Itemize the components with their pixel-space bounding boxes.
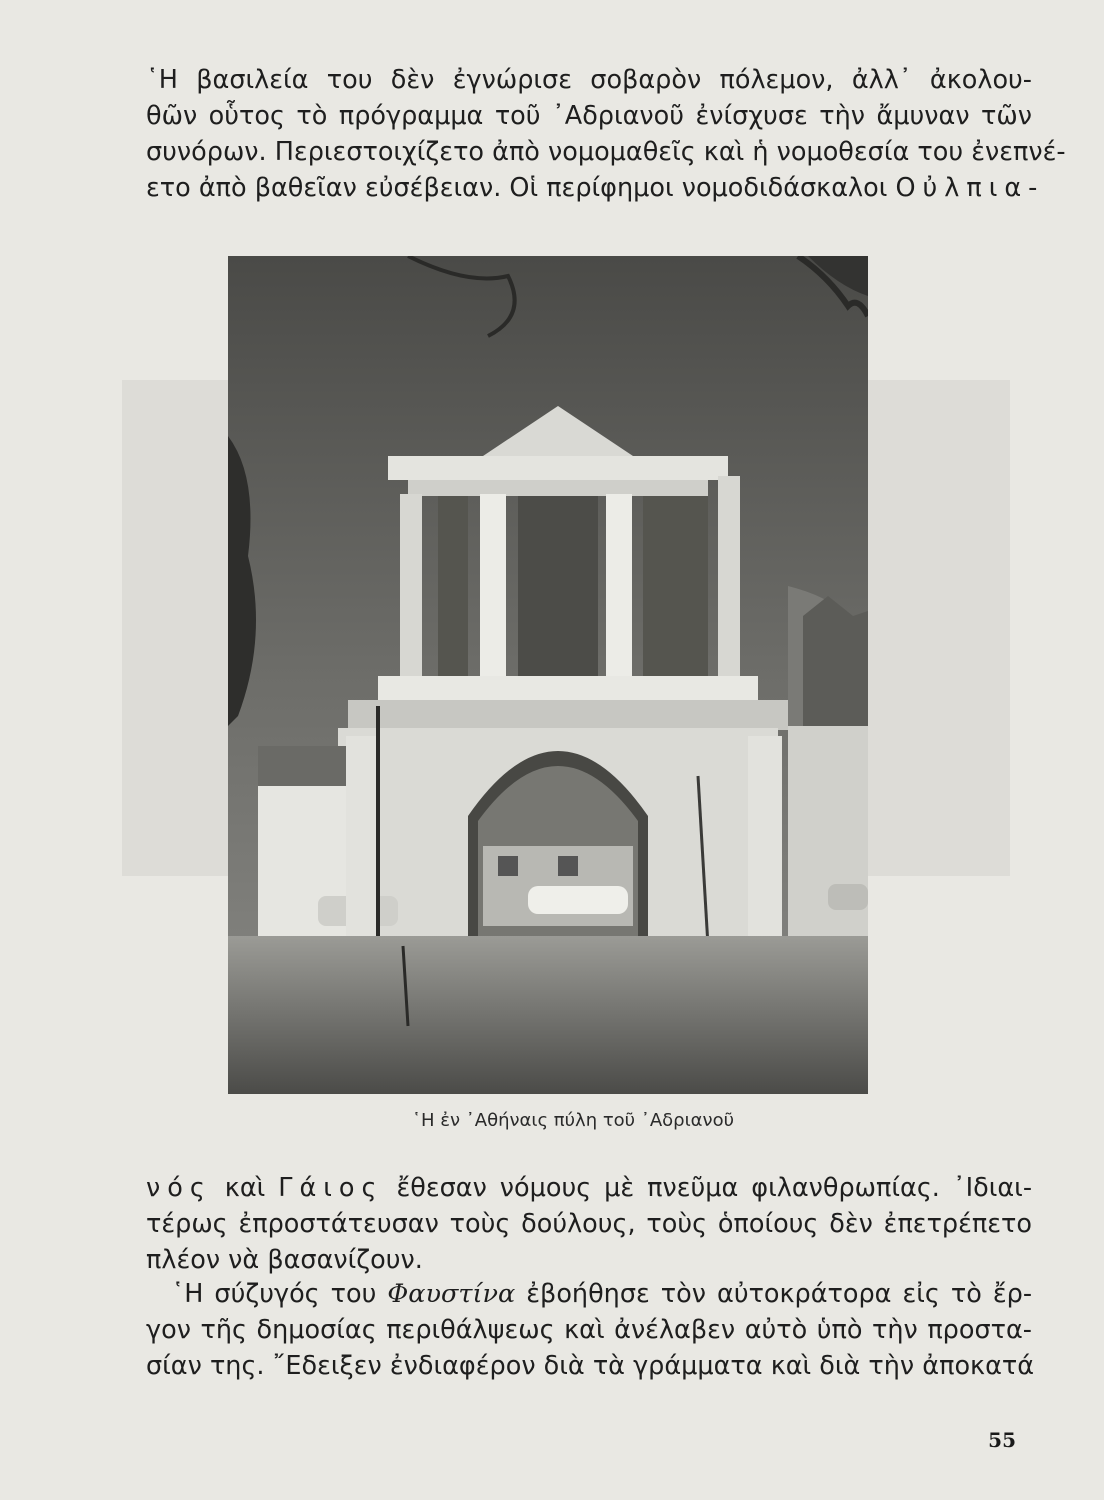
text-line [146, 1276, 1032, 1312]
text-line: τέρως ἐπροστάτευσαν τοὺς δούλους, τοὺς ὁποίους δὲν ἐπετρέπετο [146, 1209, 1032, 1239]
text-segment: ῾Η σύζυγός του [171, 1279, 377, 1309]
paragraph-3 [146, 1276, 1035, 1384]
text-line: ῾Η βασιλεία του δὲν ἐγνώρισε σοβαρὸν πόλεμον, ἀλλ᾿ ἀκολου- [146, 65, 1032, 95]
paragraph-2 [146, 1170, 1032, 1278]
text-line: θῶν οὗτος τὸ πρόγραμμα τοῦ ᾿Αδριανοῦ ἐνίσχυσε τὴν ἄμυναν τῶν [146, 101, 1032, 131]
text-segment: καὶ [224, 1173, 266, 1203]
text-segment: ετο ἀπὸ βαθεῖαν εὐσέβειαν. Οἱ περίφημοι νομοδιδάσκαλοι [146, 173, 888, 203]
page-number: 55 [988, 1428, 1016, 1452]
text-line [146, 1170, 1032, 1206]
arch-photo-illustration [228, 256, 868, 1094]
text-line: πλέον νὰ βασανίζουν. [146, 1245, 423, 1275]
spaced-name: Οὐλπια- [895, 173, 1045, 203]
photo-hadrians-arch [228, 256, 868, 1094]
paragraph-1 [146, 62, 1066, 206]
text-line: συνόρων. Περιεστοιχίζετο ἀπὸ νομομαθεῖς καὶ ἡ νομοθεσία του ἐνεπνέ- [146, 137, 1066, 167]
text-segment: ἔθεσαν νόμους μὲ πνεῦμα φιλανθρωπίας. ᾿Ιδιαι- [396, 1173, 1033, 1203]
text-line [146, 170, 1045, 206]
italic-name: Φαυστίνα [387, 1279, 516, 1309]
spaced-name: Γάιος [278, 1173, 384, 1203]
text-line: γον τῆς δημοσίας περιθάλψεως καὶ ἀνέλαβεν αὐτὸ ὑπὸ τὴν προστα- [146, 1315, 1032, 1345]
spaced-name: νός [146, 1173, 212, 1203]
text-line: σίαν της. ῎Εδειξεν ἐνδιαφέρον διὰ τὰ γράμματα καὶ διὰ τὴν ἀποκατά [146, 1351, 1035, 1381]
text-segment: ἐβοήθησε τὸν αὐτοκράτορα εἰς τὸ ἔρ- [526, 1279, 1033, 1309]
figure-caption: ῾Η ἐν ᾿Αθήναις πύλη τοῦ ᾿Αδριανοῦ [412, 1110, 735, 1131]
